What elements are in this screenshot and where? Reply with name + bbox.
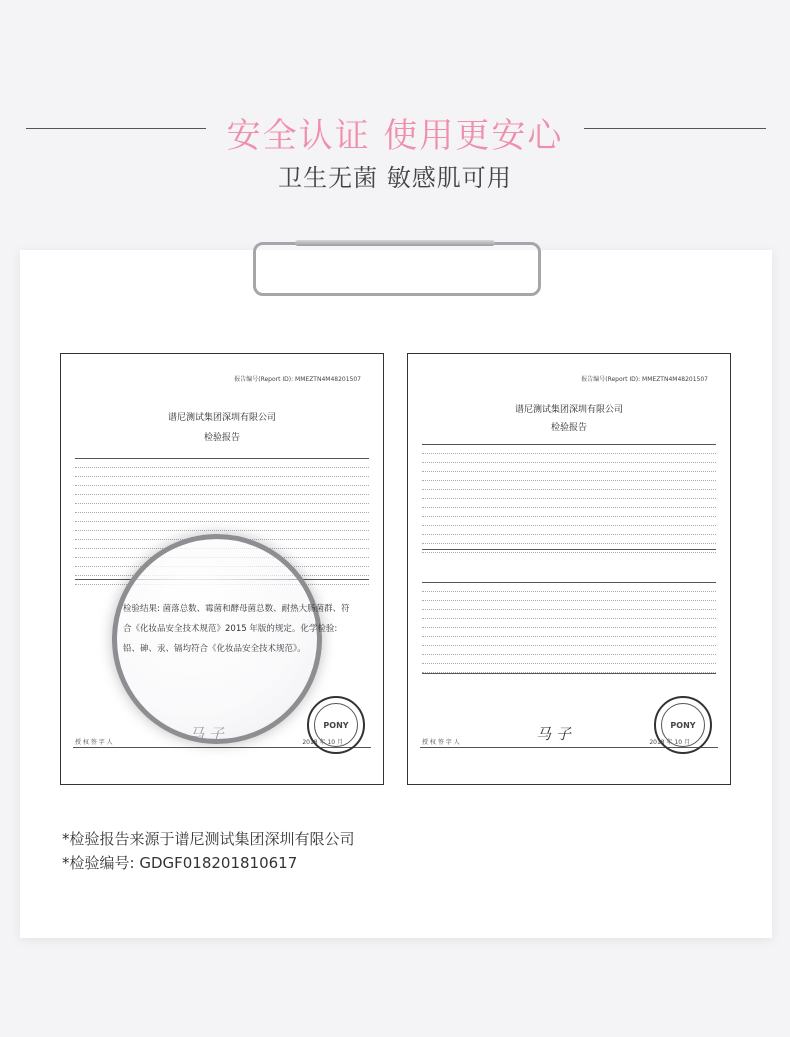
inspection-report-2: [407, 353, 731, 785]
microbe-result-table: [422, 582, 716, 674]
handwritten-signature: 马 子: [536, 725, 571, 743]
report-info-table: [422, 444, 716, 550]
footer-note-source: *检验报告来源于谱尼测试集团深圳有限公司: [62, 830, 355, 848]
report-date: 2018 年 10 月: [649, 739, 690, 746]
company-seal: [307, 696, 365, 754]
clipboard-clip-icon: [253, 242, 541, 296]
magnified-result-text: 检验结果: 菌落总数、霉菌和酵母菌总数、耐热大肠菌群、符合《化妆品安全技术规范》2015 年版的规定。化学检验: 铅、砷、汞、镉均符合《化妆品安全技术规范》。: [123, 604, 350, 654]
report-id: 报告编号(Report ID): MMEZTN4M48201507: [234, 376, 361, 383]
footer-note-number: *检验编号: GDGF018201810617: [62, 854, 298, 872]
report-id: 报告编号(Report ID): MMEZTN4M48201507: [581, 376, 708, 383]
company-seal: [654, 696, 712, 754]
seal-label: PONY: [323, 720, 349, 730]
report-company: 谱尼测试集团深圳有限公司: [167, 413, 276, 423]
page-title: 安全认证 使用更安心: [226, 116, 564, 156]
report-company: 谱尼测试集团深圳有限公司: [514, 405, 623, 415]
report-title: 检验报告: [203, 433, 240, 443]
signer-label: 授 权 签 字 人: [422, 739, 460, 746]
seal-label: PONY: [670, 720, 696, 730]
report-title: 检验报告: [550, 423, 587, 433]
signer-label: 授 权 签 字 人: [75, 739, 113, 746]
report-date: 2018 年 10 月: [302, 739, 343, 746]
clipboard-clip-bar: [295, 240, 495, 246]
page-subtitle: 卫生无菌 敏感肌可用: [278, 164, 512, 192]
